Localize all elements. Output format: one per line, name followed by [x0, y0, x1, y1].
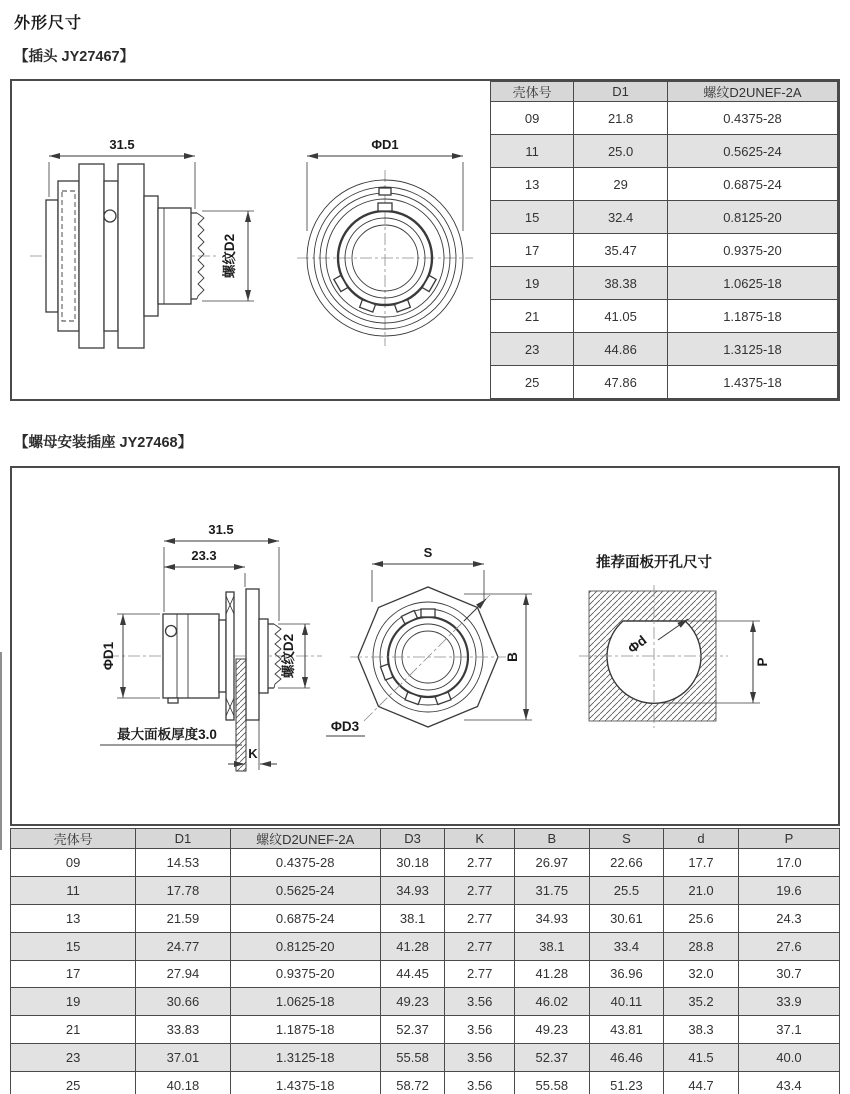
cell-d: 35.2	[664, 988, 739, 1016]
cutout-title: 推荐面板开孔尺寸	[596, 555, 712, 571]
table-row	[11, 904, 840, 932]
cell-thread: 1.0625-18	[667, 267, 837, 300]
cell-shell-size: 09	[11, 849, 136, 877]
cell-shell-size: 13	[491, 168, 574, 201]
panel-thickness-note: 最大面板厚度3.0	[117, 727, 217, 742]
cell-d: 44.7	[664, 1072, 739, 1094]
cell-thread: 0.4375-28	[667, 102, 837, 135]
cell-d1: 32.4	[574, 201, 668, 234]
col-header-thread: 螺纹D2UNEF-2A	[230, 829, 380, 849]
dim-label-front-dia: ΦD1	[371, 137, 399, 152]
cell-shell-size: 25	[491, 366, 574, 399]
col-header-s: S	[589, 829, 664, 849]
cell-d1: 41.05	[574, 300, 668, 333]
cell-k: 3.56	[445, 988, 515, 1016]
cell-d1: 25.0	[574, 135, 668, 168]
table-row	[491, 234, 838, 267]
socket-side-view	[100, 522, 322, 771]
table-row	[491, 135, 838, 168]
cell-d1: 35.47	[574, 234, 668, 267]
cell-shell-size: 11	[491, 135, 574, 168]
plug-front-view	[297, 137, 473, 346]
page-edge-line	[0, 652, 2, 850]
table-row	[11, 849, 840, 877]
cell-d1: 14.53	[136, 849, 231, 877]
cell-shell-size: 23	[491, 333, 574, 366]
dim-label-length2: 23.3	[191, 548, 217, 563]
cell-d3: 52.37	[380, 1016, 445, 1044]
cell-s: 33.4	[589, 932, 664, 960]
cell-s: 40.11	[589, 988, 664, 1016]
col-header-p: P	[738, 829, 839, 849]
cell-k: 2.77	[445, 932, 515, 960]
plug-dimension-table	[490, 81, 838, 399]
plug-drawing	[12, 81, 490, 399]
cell-d1: 21.8	[574, 102, 668, 135]
table-row	[491, 102, 838, 135]
cell-d1: 37.01	[136, 1044, 231, 1072]
cell-d1: 29	[574, 168, 668, 201]
cell-shell-size: 19	[11, 988, 136, 1016]
table-row	[11, 1016, 840, 1044]
cell-thread: 1.1875-18	[667, 300, 837, 333]
cell-thread: 0.6875-24	[667, 168, 837, 201]
cell-thread: 0.8125-20	[230, 932, 380, 960]
cell-shell-size: 11	[11, 876, 136, 904]
dim-label-d3: ΦD3	[330, 719, 360, 734]
table-header-row	[11, 829, 840, 849]
table-row	[491, 366, 838, 399]
cell-d1: 47.86	[574, 366, 668, 399]
cell-d: 32.0	[664, 960, 739, 988]
cell-thread: 0.9375-20	[230, 960, 380, 988]
cell-d3: 44.45	[380, 960, 445, 988]
cell-d3: 41.28	[380, 932, 445, 960]
table-row	[491, 168, 838, 201]
cell-d: 25.6	[664, 904, 739, 932]
section-socket-heading: 【螺母安装插座 JY27468】	[14, 435, 193, 451]
cell-shell-size: 17	[491, 234, 574, 267]
cell-thread: 0.8125-20	[667, 201, 837, 234]
cell-thread: 1.0625-18	[230, 988, 380, 1016]
cell-b: 55.58	[515, 1072, 590, 1094]
col-header-d1: D1	[574, 82, 668, 102]
socket-figure-panel	[10, 466, 840, 826]
cell-d3: 34.93	[380, 876, 445, 904]
col-header-d: d	[664, 829, 739, 849]
cell-s: 46.46	[589, 1044, 664, 1072]
cell-b: 46.02	[515, 988, 590, 1016]
cell-d1: 30.66	[136, 988, 231, 1016]
cell-k: 3.56	[445, 1044, 515, 1072]
cell-p: 17.0	[738, 849, 839, 877]
cell-thread: 1.3125-18	[667, 333, 837, 366]
cell-s: 51.23	[589, 1072, 664, 1094]
col-header-d3: D3	[380, 829, 445, 849]
cell-shell-size: 09	[491, 102, 574, 135]
cell-shell-size: 21	[491, 300, 574, 333]
page-title: 外形尺寸	[14, 15, 83, 32]
table-row	[491, 300, 838, 333]
cell-p: 19.6	[738, 876, 839, 904]
cell-p: 27.6	[738, 932, 839, 960]
table-row	[11, 960, 840, 988]
cell-thread: 0.5625-24	[667, 135, 837, 168]
dim-label-thread: 螺纹D2	[281, 633, 296, 679]
cell-k: 2.77	[445, 960, 515, 988]
cell-d3: 58.72	[380, 1072, 445, 1094]
cell-thread: 0.6875-24	[230, 904, 380, 932]
cell-shell-size: 15	[11, 932, 136, 960]
cell-thread: 1.1875-18	[230, 1016, 380, 1044]
cell-shell-size: 23	[11, 1044, 136, 1072]
cell-s: 25.5	[589, 876, 664, 904]
dim-label-s: S	[423, 545, 433, 560]
cell-s: 30.61	[589, 904, 664, 932]
cell-k: 2.77	[445, 904, 515, 932]
cell-d: 41.5	[664, 1044, 739, 1072]
cell-thread: 1.3125-18	[230, 1044, 380, 1072]
plug-figure-panel	[10, 79, 840, 401]
table-row	[11, 876, 840, 904]
cell-thread: 1.4375-18	[667, 366, 837, 399]
cell-d: 21.0	[664, 876, 739, 904]
cell-shell-size: 13	[11, 904, 136, 932]
dim-label-length: 31.5	[109, 137, 135, 152]
col-header-b: B	[515, 829, 590, 849]
socket-drawing	[12, 468, 838, 824]
section-plug-heading: 【插头 JY27467】	[14, 49, 135, 65]
cell-thread: 0.5625-24	[230, 876, 380, 904]
cell-b: 52.37	[515, 1044, 590, 1072]
col-header-d1: D1	[136, 829, 231, 849]
dim-label-b: B	[505, 652, 520, 662]
table-row	[491, 267, 838, 300]
cell-b: 34.93	[515, 904, 590, 932]
col-header-k: K	[445, 829, 515, 849]
cell-p: 43.4	[738, 1072, 839, 1094]
cell-s: 22.66	[589, 849, 664, 877]
plug-side-view	[30, 137, 254, 348]
cell-shell-size: 15	[491, 201, 574, 234]
dim-label-k: K	[248, 746, 258, 761]
dim-label-length: 31.5	[208, 522, 234, 537]
cell-d1: 38.38	[574, 267, 668, 300]
cell-p: 33.9	[738, 988, 839, 1016]
cell-p: 24.3	[738, 904, 839, 932]
cell-thread: 0.9375-20	[667, 234, 837, 267]
cell-k: 3.56	[445, 1072, 515, 1094]
cell-b: 38.1	[515, 932, 590, 960]
socket-front-view	[326, 545, 532, 736]
cell-d1: 17.78	[136, 876, 231, 904]
cell-b: 31.75	[515, 876, 590, 904]
table-row	[11, 932, 840, 960]
cell-s: 43.81	[589, 1016, 664, 1044]
socket-dimension-table	[10, 828, 840, 1094]
col-header-shell: 壳体号	[11, 829, 136, 849]
cell-b: 41.28	[515, 960, 590, 988]
cell-d1: 21.59	[136, 904, 231, 932]
table-row	[491, 333, 838, 366]
cell-d1: 27.94	[136, 960, 231, 988]
cell-p: 40.0	[738, 1044, 839, 1072]
cell-d: 17.7	[664, 849, 739, 877]
cell-p: 30.7	[738, 960, 839, 988]
cell-thread: 1.4375-18	[230, 1072, 380, 1094]
cell-b: 49.23	[515, 1016, 590, 1044]
dim-label-p: P	[755, 657, 770, 667]
table-row	[11, 988, 840, 1016]
cell-d1: 24.77	[136, 932, 231, 960]
dim-label-d: Φd	[624, 632, 650, 657]
cell-d1: 33.83	[136, 1016, 231, 1044]
cell-k: 2.77	[445, 876, 515, 904]
cell-d3: 30.18	[380, 849, 445, 877]
table-header-row	[491, 82, 838, 102]
col-header-thread: 螺纹D2UNEF-2A	[667, 82, 837, 102]
cell-d1: 40.18	[136, 1072, 231, 1094]
cell-d3: 55.58	[380, 1044, 445, 1072]
cell-shell-size: 19	[491, 267, 574, 300]
cell-d3: 49.23	[380, 988, 445, 1016]
cell-d: 38.3	[664, 1016, 739, 1044]
cell-k: 2.77	[445, 849, 515, 877]
table-row	[11, 1072, 840, 1094]
cell-d: 28.8	[664, 932, 739, 960]
col-header-shell: 壳体号	[491, 82, 574, 102]
cell-s: 36.96	[589, 960, 664, 988]
cell-shell-size: 17	[11, 960, 136, 988]
cell-k: 3.56	[445, 1016, 515, 1044]
cell-shell-size: 21	[11, 1016, 136, 1044]
table-row	[11, 1044, 840, 1072]
cell-shell-size: 25	[11, 1072, 136, 1094]
dim-label-d1: ΦD1	[101, 641, 116, 671]
cell-thread: 0.4375-28	[230, 849, 380, 877]
dim-label-thread: 螺纹D2	[222, 233, 237, 279]
cell-b: 26.97	[515, 849, 590, 877]
cell-d3: 38.1	[380, 904, 445, 932]
cell-d1: 44.86	[574, 333, 668, 366]
table-row	[491, 201, 838, 234]
cell-p: 37.1	[738, 1016, 839, 1044]
panel-cutout-view	[579, 553, 770, 728]
